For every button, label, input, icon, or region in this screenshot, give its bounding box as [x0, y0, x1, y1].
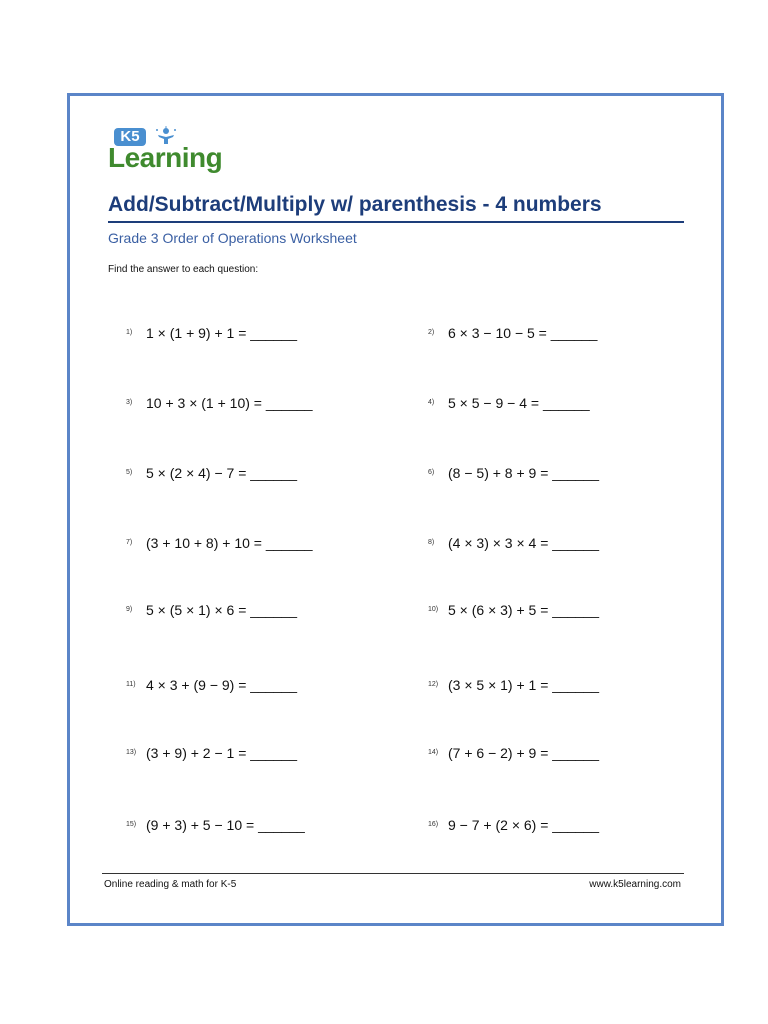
- problem-expression: (8 − 5) + 8 + 9 = ______: [448, 465, 600, 481]
- problem-expression: (3 × 5 × 1) + 1 = ______: [448, 677, 600, 693]
- problem-2: [428, 325, 597, 345]
- problem-number: 1): [126, 329, 133, 336]
- problem-expression: 10 + 3 × (1 + 10) = ______: [146, 395, 313, 411]
- problem-number: 12): [428, 681, 439, 688]
- problem-number: 16): [428, 821, 439, 828]
- problem-number: 9): [126, 606, 133, 613]
- problem-number: 13): [126, 749, 137, 756]
- problem-number: 6): [428, 469, 435, 476]
- problem-expression: 5 × 5 − 9 − 4 = ______: [448, 395, 590, 411]
- problem-number: 11): [126, 681, 136, 688]
- problem-6: [428, 465, 599, 485]
- footer-url: www.k5learning.com: [589, 879, 681, 890]
- problem-8: [428, 535, 599, 555]
- logo-badge: K5: [114, 128, 146, 146]
- footer-divider: [102, 873, 684, 874]
- problem-number: 8): [428, 539, 435, 546]
- problem-5: [126, 465, 297, 485]
- problem-number: 10): [428, 606, 439, 613]
- logo-wordmark: Learning: [108, 142, 223, 173]
- problem-expression: 5 × (5 × 1) × 6 = ______: [146, 602, 298, 618]
- problem-4: [428, 395, 590, 415]
- problem-11: [126, 677, 297, 697]
- problem-expression: 1 × (1 + 9) + 1 = ______: [146, 325, 298, 341]
- problem-16: [428, 817, 599, 837]
- problem-expression: (3 + 9) + 2 − 1 = ______: [146, 745, 298, 761]
- problem-number: 4): [428, 399, 435, 406]
- problem-12: [428, 677, 599, 697]
- problem-15: [126, 817, 305, 837]
- problem-number: 3): [126, 399, 133, 406]
- footer-tagline: Online reading & math for K-5: [104, 879, 237, 890]
- problem-number: 7): [126, 539, 133, 546]
- title-divider: [108, 221, 684, 223]
- worksheet-subtitle: Grade 3 Order of Operations Worksheet: [108, 230, 357, 246]
- problem-10: [428, 602, 599, 622]
- problem-number: 15): [126, 821, 137, 828]
- worksheet-title: Add/Subtract/Multiply w/ parenthesis - 4 numbers: [108, 193, 602, 216]
- problem-expression: 5 × (6 × 3) + 5 = ______: [448, 602, 600, 618]
- problem-1: [126, 325, 297, 345]
- worksheet-frame: [67, 93, 724, 926]
- problem-number: 14): [428, 749, 439, 756]
- problem-expression: (9 + 3) + 5 − 10 = ______: [146, 817, 305, 833]
- problem-expression: 4 × 3 + (9 − 9) = ______: [146, 677, 298, 693]
- problem-9: [126, 602, 297, 622]
- problem-expression: (3 + 10 + 8) + 10 = ______: [146, 535, 313, 551]
- problem-7: [126, 535, 313, 555]
- problem-expression: (7 + 6 − 2) + 9 = ______: [448, 745, 600, 761]
- problem-expression: 5 × (2 × 4) − 7 = ______: [146, 465, 298, 481]
- problem-number: 5): [126, 469, 133, 476]
- problem-number: 2): [428, 329, 435, 336]
- k5-learning-logo: [108, 126, 228, 176]
- problem-3: [126, 395, 313, 415]
- problem-expression: (4 × 3) × 3 × 4 = ______: [448, 535, 600, 551]
- problem-expression: 6 × 3 − 10 − 5 = ______: [448, 325, 598, 341]
- problem-13: [126, 745, 297, 765]
- instructions: Find the answer to each question:: [108, 264, 259, 275]
- problem-14: [428, 745, 599, 765]
- problem-expression: 9 − 7 + (2 × 6) = ______: [448, 817, 600, 833]
